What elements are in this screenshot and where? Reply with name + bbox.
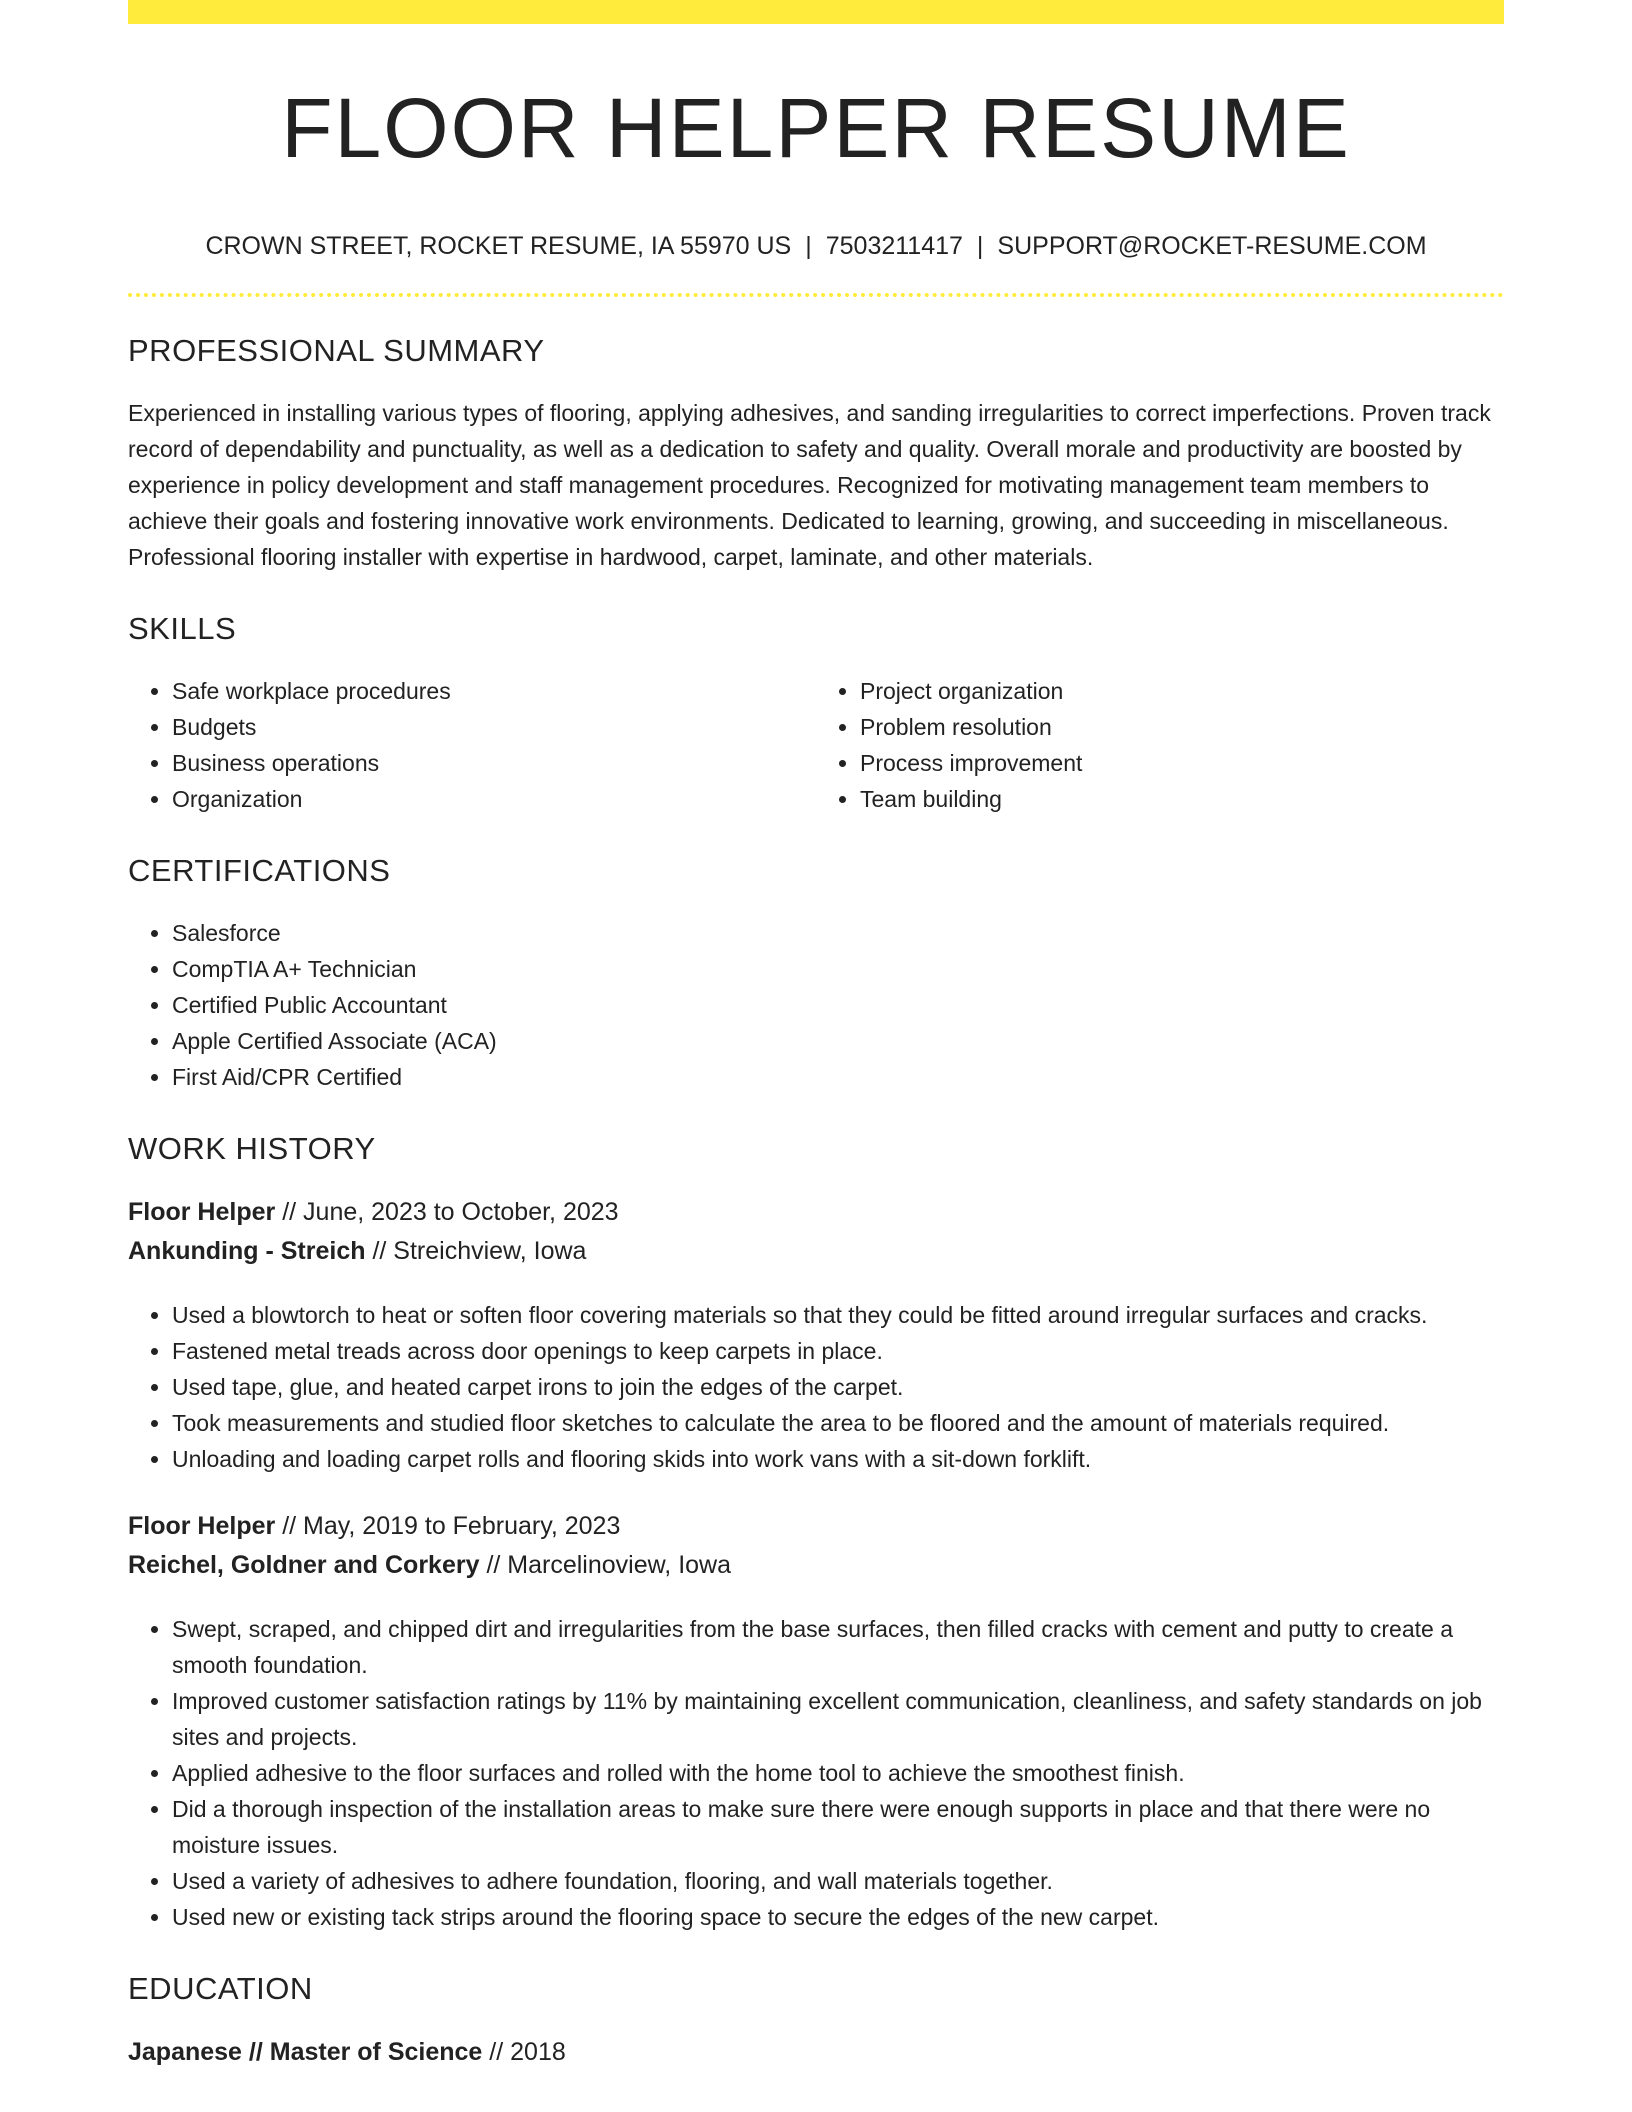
job-duty: • Unloading and loading carpet rolls and flooring skids into work vans with a sit-down forklift. [172,1441,1504,1477]
education-line [128,2033,1504,2072]
contact-email[interactable]: SUPPORT@ROCKET-RESUME.COM [997,232,1427,260]
job-dates: // May, 2019 to February, 2023 [282,1512,621,1540]
job-duties-list [128,1611,1504,1935]
skill-item: • Budgets [172,709,816,745]
education-year: // 2018 [489,2038,566,2066]
skill-item: • Process improvement [860,745,1504,781]
job-duty: • Took measurements and studied floor sketches to calculate the area to be floored and the amount of materials required. [172,1405,1504,1441]
skill-item: • Business operations [172,745,816,781]
skill-item: • Team building [860,781,1504,817]
contact-separator: | [805,232,812,260]
job-title: Floor Helper [128,1512,276,1540]
job-title-line [128,1193,1504,1232]
certification-item: • Apple Certified Associate (ACA) [172,1023,1504,1059]
skill-item: • Problem resolution [860,709,1504,745]
certifications-heading: CERTIFICATIONS [128,853,391,888]
job-dates: // June, 2023 to October, 2023 [282,1198,619,1226]
job-company: Reichel, Goldner and Corkery [128,1551,480,1579]
contact-separator: | [976,232,984,260]
job-duty: • Used new or existing tack strips around the flooring space to secure the edges of the new carpet. [172,1899,1504,1935]
job-duty: • Fastened metal treads across door openings to keep carpets in place. [172,1333,1504,1369]
certification-item: • First Aid/CPR Certified [172,1059,1504,1095]
skill-item: • Safe workplace procedures [172,673,816,709]
skills-heading: SKILLS [128,611,237,646]
job-duty: • Used a blowtorch to heat or soften floor covering materials so that they could be fitted around irregular surfaces and cracks. [172,1297,1504,1333]
job-location: // Streichview, Iowa [372,1237,587,1265]
education-field: Japanese // Master of Science [128,2038,483,2066]
job-company: Ankunding - Streich [128,1237,366,1265]
job-duty: • Swept, scraped, and chipped dirt and irregularities from the base surfaces, then filled cracks with cement and putty to create a smooth foundation. [172,1611,1504,1683]
job-entry [128,1507,1504,1935]
resume-page [128,0,1504,2072]
certification-item: • CompTIA A+ Technician [172,951,1504,987]
job-company-line [128,1546,1504,1585]
education-heading: EDUCATION [128,1971,313,2006]
contact-phone: 7503211417 [825,232,963,260]
skill-item: • Organization [172,781,816,817]
summary-heading: PROFESSIONAL SUMMARY [128,333,545,368]
dotted-divider [128,293,1504,297]
resume-title: FLOOR HELPER RESUME [281,81,1351,175]
job-duties-list [128,1297,1504,1477]
certification-item: • Certified Public Accountant [172,987,1504,1023]
job-location: // Marcelinoview, Iowa [486,1551,731,1579]
skills-list-right [816,673,1504,817]
certifications-list [128,915,1504,1095]
contact-line [128,232,1504,261]
job-duty: • Did a thorough inspection of the installation areas to make sure there were enough supports in place and that there were no moisture issues. [172,1791,1504,1863]
job-duty: • Improved customer satisfaction ratings by 11% by maintaining excellent communication, cleanliness, and safety standards on job sites and projects. [172,1683,1504,1755]
job-title-line [128,1507,1504,1546]
work-history-heading: WORK HISTORY [128,1131,376,1166]
skills-grid [128,647,1504,817]
job-duty: • Used a variety of adhesives to adhere foundation, flooring, and wall materials together. [172,1863,1504,1899]
job-duty: • Applied adhesive to the floor surfaces and rolled with the home tool to achieve the smoothest finish. [172,1755,1504,1791]
summary-text: Experienced in installing various types of flooring, applying adhesives, and sanding irregularities to correct imperfections. Proven track record of dependability and punctuality, as well as a dedication to safety and quality. Overall morale and productivity are boosted by experience in policy development and staff management procedures. Recognized for motivating management team members to achieve their goals and fostering innovative work environments. Dedicated to learning, growing, and succeeding in miscellaneous. Professional flooring installer with expertise in hardwood, carpet, laminate, and other materials. [128,400,1491,570]
skills-list-left [128,673,816,817]
certification-item: • Salesforce [172,915,1504,951]
job-duty: • Used tape, glue, and heated carpet irons to join the edges of the carpet. [172,1369,1504,1405]
skill-item: • Project organization [860,673,1504,709]
job-company-line [128,1232,1504,1271]
job-entry [128,1193,1504,1477]
job-title: Floor Helper [128,1198,276,1226]
contact-address: CROWN STREET, ROCKET RESUME, IA 55970 US [205,232,792,260]
accent-top-bar [128,0,1504,24]
